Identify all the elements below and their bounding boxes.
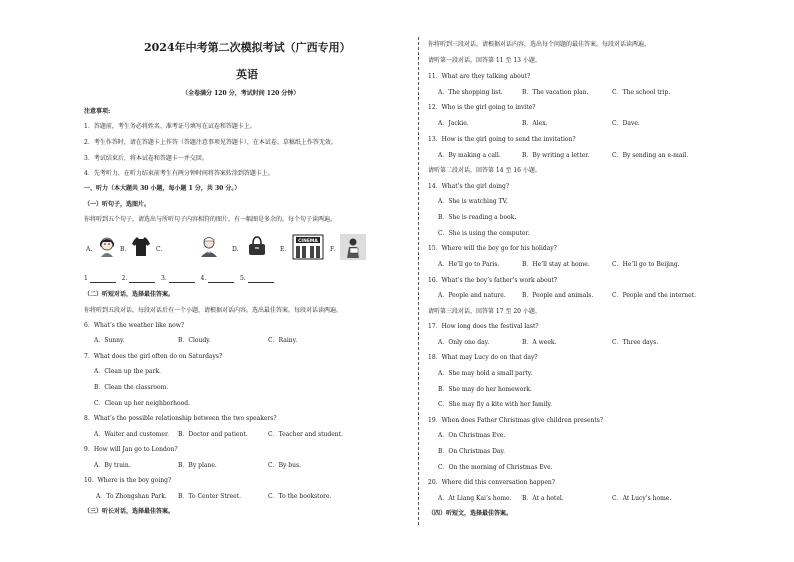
answer-option[interactable]: A．On Christmas Eve.	[438, 432, 506, 439]
answer-option[interactable]: B．To Center Street.	[178, 493, 242, 500]
answer-option[interactable]: B．The vacation plan.	[522, 89, 589, 96]
question-text: 11．What are they talking about?	[428, 73, 531, 80]
question-text: 14．What’s the girl doing?	[428, 183, 510, 190]
answer-option[interactable]: C．By bus.	[268, 462, 301, 469]
notes-title: 注意事项:	[84, 108, 111, 115]
shirt-icon	[130, 235, 152, 257]
section3-instruction: 你将听到三段对话，请根据对话内容，选出每个问题的最佳答案。每段对话读两遍。	[428, 41, 651, 48]
part1-title: 一、听力（本大题共 30 小题，每小题 1 分，共 30 分。）	[84, 185, 241, 192]
answer-option[interactable]: B．By writing a letter.	[522, 152, 590, 159]
question-text: 9．How will Jan go to London?	[84, 446, 178, 453]
answer-option[interactable]: A．Jackie.	[438, 120, 469, 127]
answer-option[interactable]: B．He’ll stay at home.	[522, 261, 590, 268]
answer-option[interactable]: B．A week.	[522, 339, 557, 346]
answer-option[interactable]: C．To the bookstore.	[268, 493, 332, 500]
answer-option[interactable]: C．Dave.	[612, 120, 640, 127]
dialogue-instruction: 请听第三段对话，回答第 17 至 20 小题。	[428, 308, 541, 315]
answer-option[interactable]: C．At Lucy’s home.	[612, 495, 672, 502]
question-text: 16．What’s the boy’s father’s work about?	[428, 277, 558, 284]
question-text: 10．Where is the boy going?	[84, 477, 172, 484]
picture-letter: C.	[156, 246, 163, 253]
dialogue-instruction: 请听第二段对话，回答第 14 至 16 小题。	[428, 167, 541, 174]
answer-option[interactable]: C．The school trip.	[612, 89, 671, 96]
answer-option[interactable]: A．She may hold a small party.	[438, 370, 533, 377]
picture-letter: E.	[280, 246, 287, 253]
answer-option[interactable]: A．To Zhongshan Park.	[96, 493, 167, 500]
answer-option[interactable]: B．On Christmas Day.	[438, 448, 505, 455]
blank-number: 2.	[121, 275, 128, 282]
question-text: 20．Where did this conversation happen?	[428, 479, 556, 486]
answer-option[interactable]: A．Waiter and customer.	[94, 431, 170, 438]
section3-title: （三）听长对话，选择最佳答案。	[84, 508, 175, 515]
question-text: 15．Where will the boy go for his holiday?	[428, 245, 557, 252]
answer-option[interactable]: B．She is reading a book.	[438, 214, 517, 221]
score-info: （全卷满分 120 分，考试时间 120 分钟）	[182, 90, 300, 97]
answer-option[interactable]: A．By making a call.	[438, 152, 501, 159]
note-item: 3．考试结束后，将本试卷和答题卡一并交回。	[84, 155, 208, 162]
answer-option[interactable]: B．Doctor and patient.	[178, 431, 248, 438]
question-text: 17．How long does the festival last?	[428, 323, 539, 330]
blank-number: 1	[84, 275, 88, 282]
section1-title: （一）听句子，选图片。	[84, 201, 151, 208]
exam-title: 2024年中考第二次模拟考试（广西专用）	[144, 41, 351, 54]
question-text: 19．When does Father Christmas give children presents?	[428, 417, 604, 424]
answer-option[interactable]: A．Only one day.	[438, 339, 490, 346]
answer-option[interactable]: A．He’ll go to Paris.	[438, 261, 500, 268]
blank-number: 3.	[161, 275, 167, 282]
question-text: 8．What’s the possible relationship between the two speakers?	[84, 415, 277, 422]
question-text: 13．How is the girl going to send the invitation?	[428, 136, 576, 143]
answer-option[interactable]: B．By plane.	[178, 462, 217, 469]
answer-option[interactable]: C．Clean up her neighborhood.	[94, 400, 191, 407]
answer-option[interactable]: A．Clean up the park.	[94, 368, 161, 375]
answer-option[interactable]: C．On the morning of Christmas Eve.	[438, 464, 553, 471]
answer-option[interactable]: C．Three days.	[612, 339, 659, 346]
picture-letter: B.	[120, 246, 127, 253]
girl-face-icon	[96, 235, 118, 257]
answer-option[interactable]: A．She is watching TV.	[438, 198, 508, 205]
person-reading-icon	[340, 234, 366, 260]
question-text: 6．What’s the weather like now?	[84, 322, 185, 329]
answer-option[interactable]: A．By train.	[94, 462, 131, 469]
answer-option[interactable]: C．Teacher and student.	[268, 431, 343, 438]
answer-option[interactable]: C．She may fly a kite with her family.	[438, 401, 553, 408]
answer-option[interactable]: C．People and the internet.	[612, 292, 697, 299]
answer-blanks	[84, 275, 274, 283]
handbag-icon	[246, 235, 268, 257]
section2-title: （二）听短对话，选择最佳答案。	[84, 291, 175, 298]
subject-title: 英语	[236, 68, 258, 81]
answer-blank[interactable]	[208, 276, 234, 283]
answer-option[interactable]: B．Alex.	[522, 120, 548, 127]
answer-option[interactable]: A．The shopping list.	[438, 89, 503, 96]
question-text: 7．What does the girl often do on Saturdays?	[84, 353, 223, 360]
picture-letter: A.	[86, 246, 93, 253]
note-item: 2．考生作答时，请在答题卡上作答（答题注意事项见答题卡），在本试卷、草稿纸上作答无效。	[84, 139, 337, 146]
answer-option[interactable]: A．At Liang Kai’s home.	[438, 495, 512, 502]
answer-option[interactable]: B．Cloudy.	[178, 337, 211, 344]
nurse-doctor-icon	[198, 235, 220, 257]
note-item: 4．先考听力，在听力结束前考生有两分钟时间将答案转涂到答题卡上。	[84, 170, 274, 177]
blank-number: 5.	[239, 275, 246, 282]
picture-letter: D.	[232, 246, 239, 253]
section4-title: （四）听短文，选择最佳答案。	[428, 510, 513, 517]
answer-option[interactable]: B．Clean the classroom.	[94, 384, 169, 391]
answer-option[interactable]: C．Rainy.	[268, 337, 298, 344]
note-item: 1．答题前，考生务必将姓名、准考证号填写在试卷和答题卡上。	[84, 123, 256, 130]
answer-option[interactable]: B．She may do her homework.	[438, 386, 532, 393]
answer-option[interactable]: A．Sunny.	[94, 337, 125, 344]
picture-letter: F.	[330, 246, 336, 253]
section1-instruction: 你将听到五个句子，请选出与所听句子内容相符的图片，有一幅图是多余的。每个句子读两遍。	[84, 216, 337, 223]
answer-option[interactable]: A．People and nature.	[438, 292, 506, 299]
answer-option[interactable]: B．People and animals.	[522, 292, 594, 299]
answer-blank[interactable]	[129, 276, 155, 283]
dialogue-instruction: 请听第一段对话，回答第 11 至 13 小题。	[428, 57, 541, 64]
cinema-sign-text: CINEMA	[298, 239, 318, 244]
answer-blank[interactable]	[90, 276, 116, 283]
answer-option[interactable]: C．By sending an e-mail.	[612, 152, 689, 159]
blank-number: 4.	[200, 275, 207, 282]
column-divider	[418, 37, 419, 525]
answer-option[interactable]: B．At a hotel.	[522, 495, 564, 502]
answer-option[interactable]: C．He’ll go to Beijing.	[612, 261, 680, 268]
answer-blank[interactable]	[248, 276, 274, 283]
section2-instruction: 你将听到五段对话，每段对话后有一个小题，请根据对话内容，选出最佳答案。每段对话读两遍。	[84, 307, 343, 314]
question-text: 18．What may Lucy do on that day?	[428, 354, 538, 361]
cinema-icon	[292, 234, 324, 260]
answer-option[interactable]: C．She is using the computer.	[438, 230, 530, 237]
question-text: 12．Who is the girl going to invite?	[428, 104, 536, 111]
answer-blank[interactable]	[169, 276, 195, 283]
